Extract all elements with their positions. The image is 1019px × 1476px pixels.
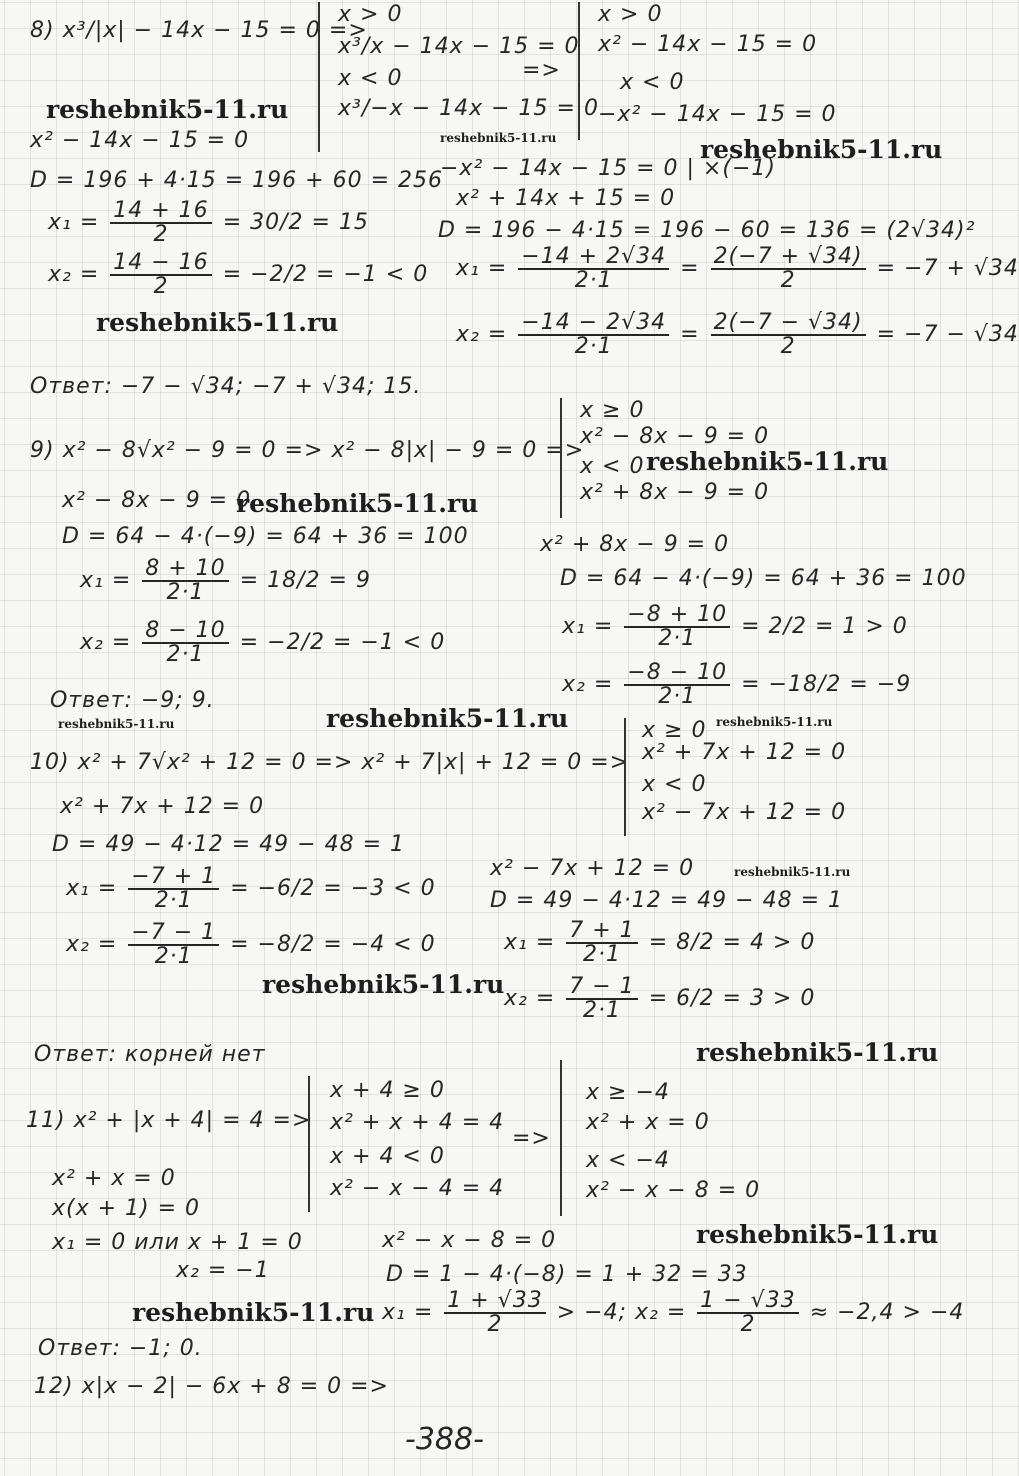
watermark: reshebnik5-11.ru <box>132 1298 375 1327</box>
watermark: reshebnik5-11.ru <box>700 135 943 164</box>
system-line: x² + x + 4 = 4 <box>330 1110 505 1135</box>
page-number: -388- <box>405 1422 484 1457</box>
solution-line: x² − 7x + 12 = 0 <box>490 856 695 881</box>
root-result: = 6/2 = 3 > 0 <box>648 986 816 1011</box>
root-result: = −18/2 = −9 <box>741 672 912 697</box>
system-line: x³/−x − 14x − 15 = 0 <box>338 96 599 121</box>
problem-9-equation: 9) x² − 8√x² − 9 = 0 => x² − 8|x| − 9 = 0 => <box>30 438 585 463</box>
root-line <box>80 558 371 604</box>
root-result: = 30/2 = 15 <box>222 210 369 235</box>
solution-line: D = 49 − 4·12 = 49 − 48 = 1 <box>490 888 844 913</box>
denominator: 2·1 <box>658 626 697 651</box>
denominator: 2·1 <box>582 998 621 1023</box>
root-label: x₁ = <box>66 876 118 901</box>
denominator: 2·1 <box>582 942 621 967</box>
system-line: x² + 8x − 9 = 0 <box>580 480 770 505</box>
root-label: x₂ = <box>504 986 556 1011</box>
root-label: x₁ = <box>80 568 132 593</box>
numerator: 2(−7 + √34) <box>711 246 866 270</box>
numerator: 1 − √33 <box>697 1290 798 1314</box>
solution-line: −x² − 14x − 15 = 0 | ×(−1) <box>440 156 776 181</box>
numerator: −7 − 1 <box>128 922 219 946</box>
root-result: > −4; <box>556 1300 627 1325</box>
solution-line: D = 1 − 4·(−8) = 1 + 32 = 33 <box>386 1262 748 1287</box>
root-result: ≈ −2,4 > −4 <box>809 1300 965 1325</box>
system-line: x ≥ 0 <box>580 398 645 423</box>
denominator: 2·1 <box>166 642 205 667</box>
fraction <box>142 620 228 666</box>
fraction <box>624 604 730 650</box>
solution-line: x(x + 1) = 0 <box>52 1196 201 1221</box>
root-line <box>382 1290 964 1336</box>
numerator: −7 + 1 <box>128 866 219 890</box>
system-line: x ≥ −4 <box>586 1080 670 1105</box>
watermark: reshebnik5-11.ru <box>58 717 175 731</box>
fraction <box>566 920 637 966</box>
system-bracket <box>560 1060 562 1216</box>
system-line: x < 0 <box>642 772 707 797</box>
watermark: reshebnik5-11.ru <box>440 131 557 145</box>
root-line <box>48 252 428 298</box>
root-result: = −2/2 = −1 < 0 <box>239 630 446 655</box>
solution-line: x² + 8x − 9 = 0 <box>540 532 730 557</box>
root-result: = −7 + √34 <box>876 256 1019 281</box>
fraction <box>711 312 866 358</box>
root-line <box>562 604 908 650</box>
denominator: 2 <box>487 1312 503 1337</box>
root-label: x₁ = <box>456 256 508 281</box>
numerator: 14 − 16 <box>110 252 211 276</box>
system-line: x² + x = 0 <box>586 1110 710 1135</box>
solution-line: x₂ = −1 <box>176 1258 270 1283</box>
root-line <box>504 920 815 966</box>
fraction <box>518 246 669 292</box>
root-line <box>562 662 911 708</box>
solution-line: D = 64 − 4·(−9) = 64 + 36 = 100 <box>560 566 967 591</box>
root-label: x₂ = <box>48 262 100 287</box>
system-line: x³/x − 14x − 15 = 0 <box>338 34 580 59</box>
problem-8-equation: 8) x³/|x| − 14x − 15 = 0 => <box>30 18 368 43</box>
system-bracket <box>578 2 580 140</box>
system-line: x < 0 <box>338 66 403 91</box>
root-line <box>80 620 445 666</box>
numerator: −14 + 2√34 <box>518 246 669 270</box>
fraction <box>444 1290 545 1336</box>
watermark: reshebnik5-11.ru <box>46 95 289 124</box>
denominator: 2 <box>153 222 169 247</box>
solution-line: x² − x − 8 = 0 <box>382 1228 557 1253</box>
numerator: 1 + √33 <box>444 1290 545 1314</box>
problem-11-equation: 11) x² + |x + 4| = 4 => <box>26 1108 312 1133</box>
watermark: reshebnik5-11.ru <box>716 715 833 729</box>
system-line: x² − x − 8 = 0 <box>586 1178 761 1203</box>
denominator: 2·1 <box>574 334 613 359</box>
root-line <box>504 976 815 1022</box>
root-label: x₁ = <box>382 1300 434 1325</box>
solution-line: D = 64 − 4·(−9) = 64 + 36 = 100 <box>62 524 469 549</box>
numerator: −8 + 10 <box>624 604 730 628</box>
denominator: 2 <box>740 1312 756 1337</box>
root-label: x₂ = <box>634 1300 687 1325</box>
system-bracket <box>560 398 562 518</box>
root-label: x₂ = <box>456 322 508 347</box>
root-result: = −7 − √34 <box>876 322 1019 347</box>
answer-line: Ответ: корней нет <box>34 1042 266 1067</box>
fraction <box>624 662 730 708</box>
root-result: = −2/2 = −1 < 0 <box>222 262 429 287</box>
denominator: 2 <box>780 334 796 359</box>
fraction <box>566 976 637 1022</box>
root-line <box>66 922 436 968</box>
solution-line: D = 49 − 4·12 = 49 − 48 = 1 <box>52 832 406 857</box>
solution-line: x² + 7x + 12 = 0 <box>60 794 265 819</box>
root-result: = 8/2 = 4 > 0 <box>648 930 816 955</box>
problem-10-equation: 10) x² + 7√x² + 12 = 0 => x² + 7|x| + 12 = 0 => <box>30 750 630 775</box>
system-line: −x² − 14x − 15 = 0 <box>598 102 837 127</box>
denominator: 2·1 <box>658 684 697 709</box>
root-label: x₂ = <box>66 932 118 957</box>
system-bracket <box>624 718 626 836</box>
system-line: x² − 7x + 12 = 0 <box>642 800 847 825</box>
numerator: 8 + 10 <box>142 558 228 582</box>
system-line: x² − 8x − 9 = 0 <box>580 424 770 449</box>
answer-line: Ответ: −1; 0. <box>38 1336 203 1361</box>
fraction <box>518 312 669 358</box>
root-result: = −6/2 = −3 < 0 <box>230 876 436 901</box>
solution-line: x₁ = 0 или x + 1 = 0 <box>52 1230 303 1255</box>
root-label: x₁ = <box>48 210 100 235</box>
system-line: x² − 14x − 15 = 0 <box>598 32 818 57</box>
root-label: x₁ = <box>504 930 556 955</box>
numerator: −14 − 2√34 <box>518 312 669 336</box>
denominator: 2 <box>780 268 796 293</box>
watermark: reshebnik5-11.ru <box>96 308 339 337</box>
watermark: reshebnik5-11.ru <box>696 1038 939 1067</box>
system-line: x + 4 < 0 <box>330 1144 445 1169</box>
fraction <box>110 200 211 246</box>
denominator: 2 <box>153 274 169 299</box>
system-line: x > 0 <box>338 2 403 27</box>
root-label: x₁ = <box>562 614 614 639</box>
watermark: reshebnik5-11.ru <box>326 704 569 733</box>
system-line: x ≥ 0 <box>642 718 707 743</box>
root-line: x₂ = $\frac{-14 - 2√34}{2\cdot 1}$ = $\frac{2(-7 - √34)}{2}$ = −7 − √34 <box>456 310 1019 359</box>
root-line: x₁ = $\frac{-14 + 2√34}{2\cdot 1}$ = $\frac{2(-7 + √34)}{2}$ = −7 + √34 <box>456 244 1019 293</box>
numerator: 7 − 1 <box>566 976 637 1000</box>
numerator: 7 + 1 <box>566 920 637 944</box>
watermark: reshebnik5-11.ru <box>734 865 851 879</box>
root-label: x₂ = <box>562 672 614 697</box>
watermark: reshebnik5-11.ru <box>646 447 889 476</box>
fraction <box>128 922 219 968</box>
system-line: x² − x − 4 = 4 <box>330 1176 505 1201</box>
solution-line: x² + 14x + 15 = 0 <box>456 186 676 211</box>
solution-line: x² − 8x − 9 = 0 <box>62 488 252 513</box>
numerator: 2(−7 − √34) <box>711 312 866 336</box>
system-line: x + 4 ≥ 0 <box>330 1078 445 1103</box>
numerator: −8 − 10 <box>624 662 730 686</box>
answer-line: Ответ: −7 − √34; −7 + √34; 15. <box>30 374 422 399</box>
watermark: reshebnik5-11.ru <box>262 970 505 999</box>
root-label: x₂ = <box>80 630 132 655</box>
answer-line: Ответ: −9; 9. <box>50 688 215 713</box>
system-line: x < 0 <box>580 454 645 479</box>
root-line <box>66 866 436 912</box>
solution-line: x² + x = 0 <box>52 1166 176 1191</box>
denominator: 2·1 <box>574 268 613 293</box>
solution-line: D = 196 + 4·15 = 196 + 60 = 256 <box>30 168 443 193</box>
problem-12-equation: 12) x|x − 2| − 6x + 8 = 0 => <box>34 1374 389 1399</box>
fraction <box>110 252 211 298</box>
fraction <box>697 1290 798 1336</box>
system-bracket <box>308 1076 310 1212</box>
fraction <box>142 558 228 604</box>
root-line <box>48 200 369 246</box>
system-line: x > 0 <box>598 2 663 27</box>
watermark: reshebnik5-11.ru <box>696 1220 939 1249</box>
numerator: 14 + 16 <box>110 200 211 224</box>
implication-arrow: => <box>522 58 561 83</box>
system-line: x < 0 <box>620 70 685 95</box>
fraction <box>711 246 866 292</box>
implication-arrow: => <box>512 1126 551 1151</box>
root-result: = 2/2 = 1 > 0 <box>741 614 908 639</box>
solution-line: D = 196 − 4·15 = 196 − 60 = 136 = (2√34)² <box>438 218 976 243</box>
system-line: x < −4 <box>586 1148 670 1173</box>
numerator: 8 − 10 <box>142 620 228 644</box>
root-result: = −8/2 = −4 < 0 <box>230 932 436 957</box>
watermark: reshebnik5-11.ru <box>236 489 479 518</box>
denominator: 2·1 <box>154 888 193 913</box>
root-result: = 18/2 = 9 <box>239 568 371 593</box>
system-line: x² + 7x + 12 = 0 <box>642 740 847 765</box>
fraction <box>128 866 219 912</box>
system-bracket <box>318 2 320 152</box>
denominator: 2·1 <box>154 944 193 969</box>
denominator: 2·1 <box>166 580 205 605</box>
solution-line: x² − 14x − 15 = 0 <box>30 128 250 153</box>
